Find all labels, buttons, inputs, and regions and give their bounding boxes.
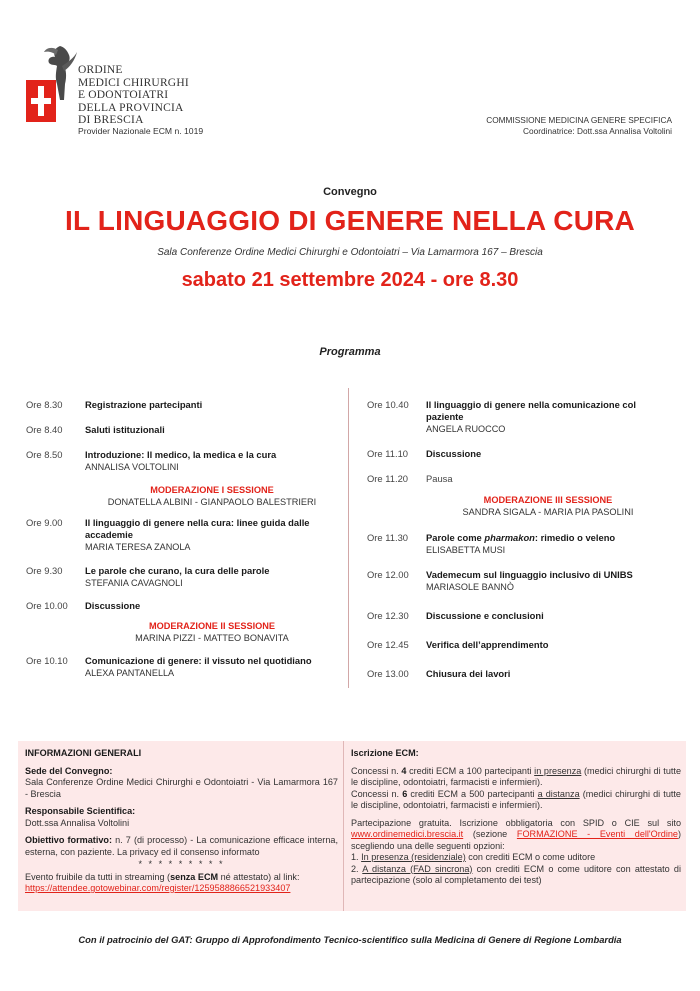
stream-text: Evento fruibile da tutti in streaming ( (25, 871, 171, 882)
resp-text: Dott.ssa Annalisa Voltolini (25, 817, 130, 828)
ecm-text: crediti ECM a 100 partecipanti (406, 765, 535, 776)
ecm-text: (medici chirurghi di tutte le discipline, odontoiatri, farmacisti e infermieri). (351, 765, 681, 787)
program-title-italic: pharmakon (484, 532, 535, 543)
option-mode: In presenza (residenziale) (361, 852, 466, 862)
event-date: sabato 21 settembre 2024 - ore 8.30 (181, 269, 519, 291)
program-title: Le parole che curano, la cura delle parole (85, 565, 270, 576)
ecm-text: crediti ECM a 500 partecipanti (407, 788, 538, 799)
site-link[interactable]: www.ordinemedici.brescia.it (351, 829, 464, 839)
order-line: DELLA PROVINCIA (78, 101, 184, 114)
program-time: Ore 10.10 (26, 655, 68, 666)
program-title (426, 532, 672, 544)
moderation-block (425, 494, 671, 518)
obiettivo-block (25, 835, 338, 858)
order-line: ORDINE (78, 64, 123, 76)
program-time: Ore 10.40 (367, 399, 409, 410)
program-time: Ore 12.45 (367, 639, 409, 650)
ecm-credits: 4 (401, 765, 407, 776)
program-speaker: ALEXA PANTANELLA (85, 668, 175, 678)
sede-text: Sala Conferenze Ordine Medici Chirurghi e Odontoiatri - Via Lamarmora 167 - Brescia (25, 777, 338, 799)
credits-distanza (351, 789, 681, 812)
program-title: Vademecum sul linguaggio inclusivo di UNIBS (426, 569, 633, 580)
order-line: E ODONTOIATRI (78, 89, 169, 101)
stream-bold: senza ECM (170, 871, 219, 882)
commission-block (486, 115, 672, 137)
program-speaker: MARIASOLE BANNÒ (426, 582, 514, 592)
ecm-text: (sezione (463, 829, 517, 839)
option-2 (351, 864, 681, 887)
program-title: Chiusura dei lavori (426, 668, 511, 679)
ecm-credits: 6 (402, 788, 408, 799)
program-time: Ore 8.40 (26, 424, 63, 435)
program-title-part: : rimedio o veleno (534, 532, 616, 543)
option-mode: A distanza (FAD sincrona) (362, 863, 473, 874)
program-time: Ore 10.00 (26, 600, 68, 611)
program-title: Il linguaggio di genere nella cura: linee guida dalle accademie (85, 517, 310, 540)
ecm-info (351, 748, 681, 887)
moderation-title: MODERAZIONE II SESSIONE (148, 621, 276, 631)
partecipazione-block (351, 818, 681, 853)
program-time: Ore 11.30 (367, 532, 408, 543)
stream-text: né attestato) al link: (218, 871, 300, 882)
stream-link[interactable]: https://attendee.gotowebinar.com/register/1259588866521933407 (25, 883, 291, 893)
program-title: Discussione e conclusioni (426, 610, 544, 621)
ecm-text: Concessi n. (351, 765, 402, 776)
programma-heading: Programma (319, 346, 381, 358)
program-speaker: STEFANIA CAVAGNOLI (85, 578, 183, 588)
general-info (25, 748, 338, 895)
order-name (78, 64, 189, 127)
order-line: DI BRESCIA (78, 114, 144, 126)
program-time: Ore 8.50 (26, 449, 63, 460)
program-title: Discussione (85, 600, 141, 611)
option-number: 2. (351, 863, 363, 874)
program-title: Saluti istituzionali (85, 424, 165, 435)
program-title-part: Parole come (426, 532, 485, 543)
page-title: IL LINGUAGGIO DI GENERE NELLA CURA (65, 205, 635, 236)
venue-text: Sala Conferenze Ordine Medici Chirurghi e Odontoiatri – Via Lamarmora 167 – Brescia (157, 247, 543, 258)
program-title: Il linguaggio di genere nella comunicazione col paziente (426, 399, 636, 422)
obiettivo-text: n. 7 (di processo) - La comunicazione efficace interna, esterna, con paziente. La privacy ed il consenso informato (25, 835, 338, 857)
program-speaker: ANGELA RUOCCO (426, 424, 506, 434)
coordinator: Coordinatrice: Dott.ssa Annalisa Voltolini (523, 126, 672, 136)
moderation-block (82, 484, 342, 508)
program-time: Ore 9.30 (26, 565, 63, 576)
program-title: Registrazione partecipanti (85, 399, 203, 410)
program-title: Verifica dell’apprendimento (426, 639, 549, 650)
ecm-text: (medici chirurghi di tutte le discipline, odontoiatri, farmacisti e infermieri). (351, 788, 681, 810)
program-title: Discussione (426, 448, 482, 459)
program-title: Comunicazione di genere: il vissuto nel quotidiano (85, 655, 312, 666)
ecm-heading: Iscrizione ECM: (351, 748, 419, 758)
sede-block (25, 766, 338, 801)
ecm-text: Partecipazione gratuita. Iscrizione obbligatoria con SPID o CIE sul sito (351, 817, 681, 828)
info-divider (343, 741, 344, 911)
stream-block (25, 872, 338, 884)
program-speaker: ELISABETTA MUSI (426, 545, 506, 555)
order-line: MEDICI CHIRURGHI (78, 76, 189, 89)
ecm-text: Concessi n. (351, 788, 403, 799)
column-divider (348, 388, 349, 688)
separator-stars: * * * * * * * * * (138, 859, 225, 869)
moderation-title: MODERAZIONE III SESSIONE (483, 495, 613, 505)
program-time: Ore 11.10 (367, 448, 408, 459)
program-time: Ore 9.00 (26, 517, 63, 528)
provider-text: Provider Nazionale ECM n. 1019 (78, 126, 204, 136)
program-time: Ore 11.20 (367, 473, 408, 484)
moderation-names: DONATELLA ALBINI - GIANPAOLO BALESTRIERI (107, 497, 317, 507)
program-time: Ore 12.00 (367, 569, 409, 580)
resp-label: Responsabile Scientifica: (25, 806, 136, 816)
program-time: Ore 8.30 (26, 399, 63, 410)
event-kind: Convegno (323, 186, 377, 198)
credits-presenza (351, 766, 681, 789)
ecm-text: ) scegliendo una delle seguenti opzioni: (351, 829, 681, 851)
program-speaker: MARIA TERESA ZANOLA (85, 542, 191, 552)
program-title: Pausa (426, 473, 453, 484)
moderation-title: MODERAZIONE I SESSIONE (150, 485, 274, 495)
moderation-block (82, 620, 342, 644)
obiettivo-label: Obiettivo formativo: (25, 835, 112, 845)
patronage-footer: Con il patrocinio del GAT: Gruppo di Approfondimento Tecnico-scientifico sulla Medicina di Genere di Regione Lombardia (78, 934, 622, 945)
resp-block (25, 806, 338, 829)
option-number: 1. (351, 852, 362, 862)
info-heading: INFORMAZIONI GENERALI (25, 748, 142, 758)
ecm-underline: a distanza (537, 788, 580, 799)
moderation-names: SANDRA SIGALA - MARIA PIA PASOLINI (462, 507, 634, 517)
ecm-underline: in presenza (534, 765, 582, 776)
ordine-logo (22, 42, 82, 132)
red-cross-angel-icon (22, 42, 82, 132)
sede-label: Sede del Convegno: (25, 765, 113, 776)
program-speaker: ANNALISA VOLTOLINI (85, 462, 179, 472)
program-title: Introduzione: Il medico, la medica e la cura (85, 449, 277, 460)
option-1 (351, 852, 681, 864)
option-text: con crediti ECM o come uditore (465, 852, 596, 862)
commission-name: COMMISSIONE MEDICINA GENERE SPECIFICA (486, 115, 672, 125)
program-time: Ore 13.00 (367, 668, 409, 679)
program-time: Ore 12.30 (367, 610, 409, 621)
formazione-link[interactable]: FORMAZIONE - Eventi dell'Ordine (516, 829, 678, 839)
moderation-names: MARINA PIZZI - MATTEO BONAVITA (135, 633, 289, 643)
option-text: con crediti ECM o come uditore con attestato di partecipazione (solo al completamento dei test) (351, 863, 682, 885)
